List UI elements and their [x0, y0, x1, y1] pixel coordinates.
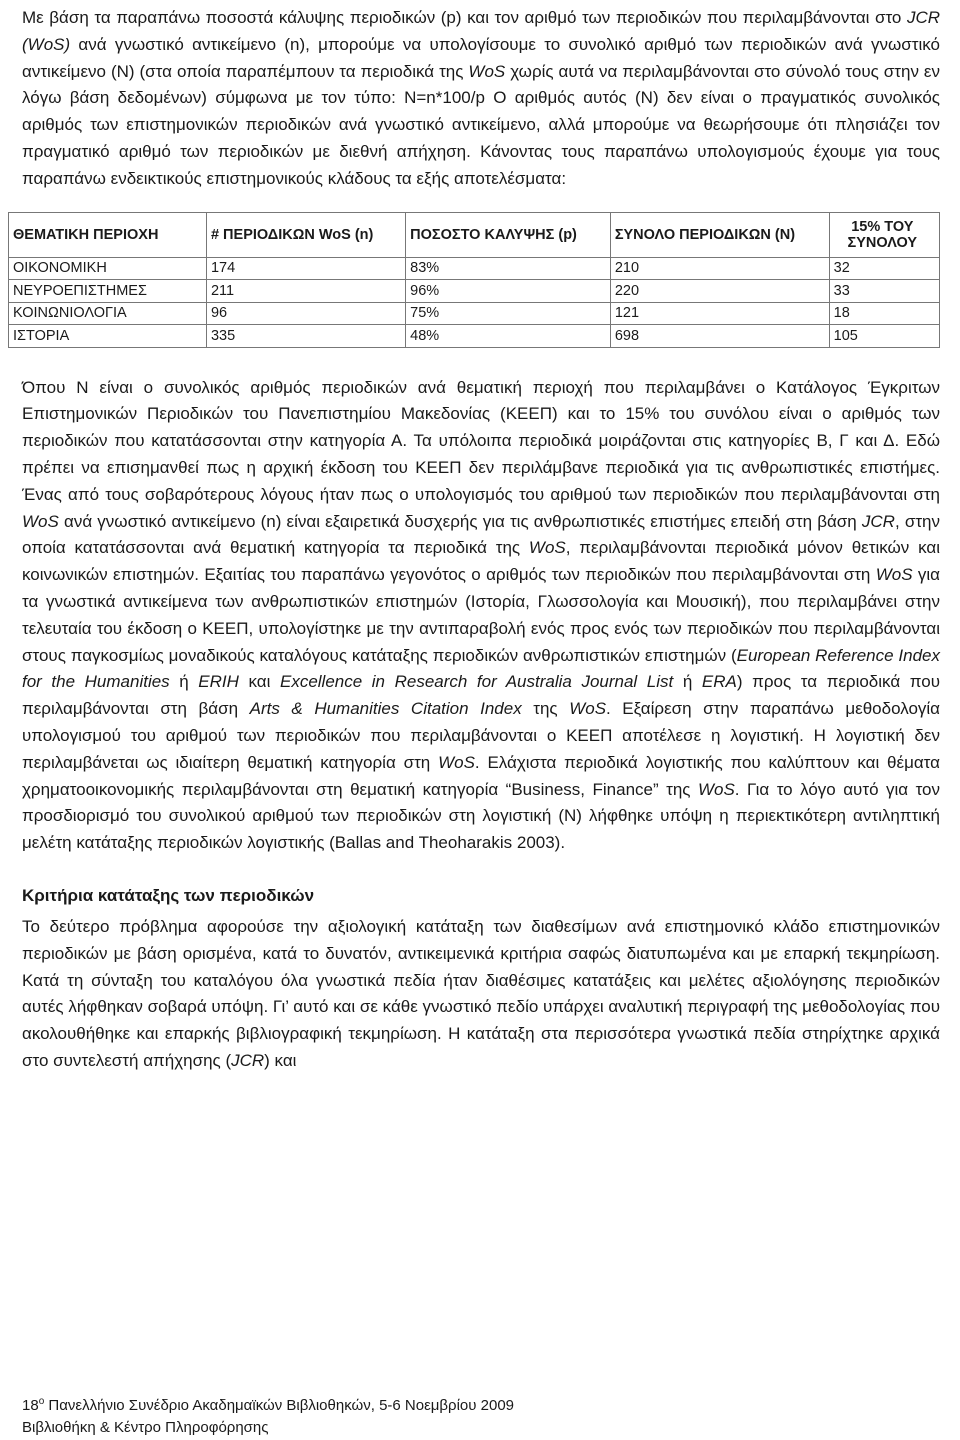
header-subject-area: ΘΕΜΑΤΙΚΗ ΠΕΡΙΟΧΗ — [9, 212, 207, 257]
header-total-journals: ΣΥΝΟΛΟ ΠΕΡΙΟΔΙΚΩΝ (N) — [610, 212, 829, 257]
page-footer — [22, 1391, 514, 1439]
footer-ordinal-superscript: ο — [38, 1396, 45, 1407]
table-row — [9, 257, 940, 280]
cell-total: 220 — [610, 280, 829, 303]
cell-subject: ΙΣΤΟΡΙΑ — [9, 325, 207, 348]
cell-fifteen: 32 — [829, 257, 939, 280]
cell-subject: ΚΟΙΝΩΝΙΟΛΟΓΙΑ — [9, 302, 207, 325]
cell-wos: 211 — [206, 280, 405, 303]
footer-library-line: Βιβλιοθήκη & Κέντρο Πληροφόρησης — [22, 1419, 269, 1436]
cell-wos: 96 — [206, 302, 405, 325]
cell-subject: ΝΕΥΡΟΕΠΙΣΤΗΜΕΣ — [9, 280, 207, 303]
footer-conference-name: Πανελλήνιο Συνέδριο Ακαδημαϊκών Βιβλιοθηκών, 5-6 Νοεμβρίου 2009 — [48, 1397, 515, 1414]
header-fifteen-percent: 15% ΤΟΥ ΣΥΝΟΛΟΥ — [829, 212, 939, 257]
table-row — [9, 280, 940, 303]
cell-total: 698 — [610, 325, 829, 348]
cell-coverage: 48% — [406, 325, 611, 348]
table-row — [9, 302, 940, 325]
header-coverage: ΠΟΣΟΣΤΟ ΚΑΛΥΨΗΣ (p) — [406, 212, 611, 257]
footer-ordinal-number: 18 — [22, 1397, 39, 1414]
table-row — [9, 325, 940, 348]
footer-conference-line — [22, 1391, 514, 1417]
paragraph-criteria: Το δεύτερο πρόβλημα αφορούσε την αξιολογική κατάταξη των διαθεσίμων ανά επιστημονικό κλάδο επιστημονικών περιοδικών με βάση ορισμένα, κατά το δυνατόν, αντικειμενικά κριτήρια σαφώς διατυπωμένα και με επαρκή τεκμηρίωση. Κατά τη σύνταξη του καταλόγου όλα γνωστικά πεδία ήταν διαθέσιμες κατατάξεις και μελέτες αξιολόγησης περιοδικών αυτές λήφθηκαν σοβαρά υπόψη. Γι’ αυτό και σε κάθε γνωστικό πεδίο υπάρχει αναλυτική περιγραφή της μεθοδολογίας που ακολουθήθηκε και επαρκής βιβλιογραφική τεκμηρίωση. Η κατάταξη στα περισσότερα γνωστικά πεδία στηρίχτηκε αρχικά στο συντελεστή απήχησης (JCR) και — [22, 916, 940, 1070]
cell-subject: ΟΙΚΟΝΟΜΙΚΗ — [9, 257, 207, 280]
cell-fifteen: 33 — [829, 280, 939, 303]
cell-fifteen: 18 — [829, 302, 939, 325]
cell-coverage: 83% — [406, 257, 611, 280]
paragraph-intro: Με βάση τα παραπάνω ποσοστά κάλυψης περιοδικών (p) και τον αριθμό των περιοδικών που περιλαμβάνονται στο JCR (WoS) ανά γνωστικό αντικείμενο (n), μπορούμε να υπολογίσουμε το συνολικό αριθμό των περιοδικών ανά γνωστικό αντικείμενο (Ν) (στα οποία παραπέμπουν τα περιοδικά της WoS χωρίς αυτά να περιλαμβάνονται στο σύνολό τους στην εν λόγω βάση δεδομένων) σύμφωνα με τον τύπο: N=n*100/p O αριθμός αυτός (Ν) δεν είναι ο πραγματικός συνολικός αριθμός των επιστημονικών περιοδικών ανά γνωστικό αντικείμενο, αλλά μπορούμε να θεωρήσουμε ότι πλησιάζει τον πραγματικό αριθμό των περιοδικών με διεθνή απήχηση. Κάνοντας τους παραπάνω υπολογισμούς έχουμε για τους παραπάνω ενδεικτικούς επιστημονικούς κλάδους τα εξής αποτελέσματα: — [22, 8, 940, 188]
header-wos-journals: # ΠΕΡΙΟΔΙΚΩΝ WoS (n) — [206, 212, 405, 257]
cell-fifteen: 105 — [829, 325, 939, 348]
coverage-table — [8, 212, 940, 348]
paragraph-explanation: Όπου Ν είναι ο συνολικός αριθμός περιοδικών ανά θεματική περιοχή που περιλαμβάνει ο Κατάλογος Έγκριτων Επιστημονικών Περιοδικών του Πανεπιστημίου Μακεδονίας (ΚΕΕΠ) και το 15% του συνόλου είναι ο αριθμός των περιοδικών που κατατάσσονται στην κατηγορία Α. Τα υπόλοιπα περιοδικά μοιράζονται στις κατηγορίες Β, Γ και Δ. Εδώ πρέπει να επισημανθεί πως η αρχική έκδοση του ΚΕΕΠ δεν περιλάμβανε περιοδικά για τις ανθρωπιστικές επιστήμες. Ένας από τους σοβαρότερους λόγους ήταν πως ο υπολογισμός του αριθμού των περιοδικών που περιλαμβάνονται στη WoS ανά γνωστικό αντικείμενο (n) είναι εξαιρετικά δυσχερής για τις ανθρωπιστικές επιστήμες επειδή στη βάση JCR, στην οποία κατατάσσονται ανά θεματική κατηγορία τα περιοδικά της WoS, περιλαμβάνονται περιοδικά μόνον θετικών και κοινωνικών επιστημών. Εξαιτίας του παραπάνω γεγονότος ο αριθμός των περιοδικών που περιλαμβάνονται στη WoS για τα γνωστικά αντικείμενα των ανθρωπιστικών επιστημών (Ιστορία, Γλωσσολογία και Μουσική), που περιλαμβάνει στην τελευταία του έκδοση ο ΚΕΕΠ, υπολογίστηκε με την αντιπαραβολή ενός προς ενός των περιοδικών που περιλαμβάνονται στους παγκοσμίως μοναδικούς καταλόγους κατάταξης περιοδικών ανθρωπιστικών επιστημών (European Reference Index for the Humanities ή ERIH και Excellence in Research for Australia Journal List ή ERA) προς τα περιοδικά που περιλαμβάνονται στη βάση Arts & Humanities Citation Index της WoS. Εξαίρεση στην παραπάνω μεθοδολογία υπολογισμού του αριθμού των περιοδικών που περιλαμβάνονται ο ΚΕΕΠ αποτέλεσε η λογιστική. Η λογιστική δεν περιλαμβάνεται ως ιδιαίτερη θεματική κατηγορία στη WoS. Ελάχιστα περιοδικά λογιστικής που καλύπτουν και θέματα χρηματοοικονομικής περιλαμβάνονται στη θεματική κατηγορία “Business, Finance” της WoS. Για το λόγο αυτό για τον προσδιορισμό του συνολικού αριθμού των περιοδικών στη λογιστική (Ν) λήφθηκε υπόψη η περιεκτικότερη αντιληπτική μελέτη κατάταξης περιοδικών λογιστικής (Ballas and Theoharakis 2003). — [22, 377, 941, 853]
cell-wos: 335 — [206, 325, 405, 348]
cell-wos: 174 — [206, 257, 405, 280]
cell-total: 121 — [610, 302, 829, 325]
cell-total: 210 — [610, 257, 829, 280]
table-header-row — [9, 212, 940, 257]
document-page — [13, 0, 941, 1075]
cell-coverage: 96% — [406, 280, 611, 303]
section-heading: Κριτήρια κατάταξης των περιοδικών — [22, 885, 315, 905]
cell-coverage: 75% — [406, 302, 611, 325]
